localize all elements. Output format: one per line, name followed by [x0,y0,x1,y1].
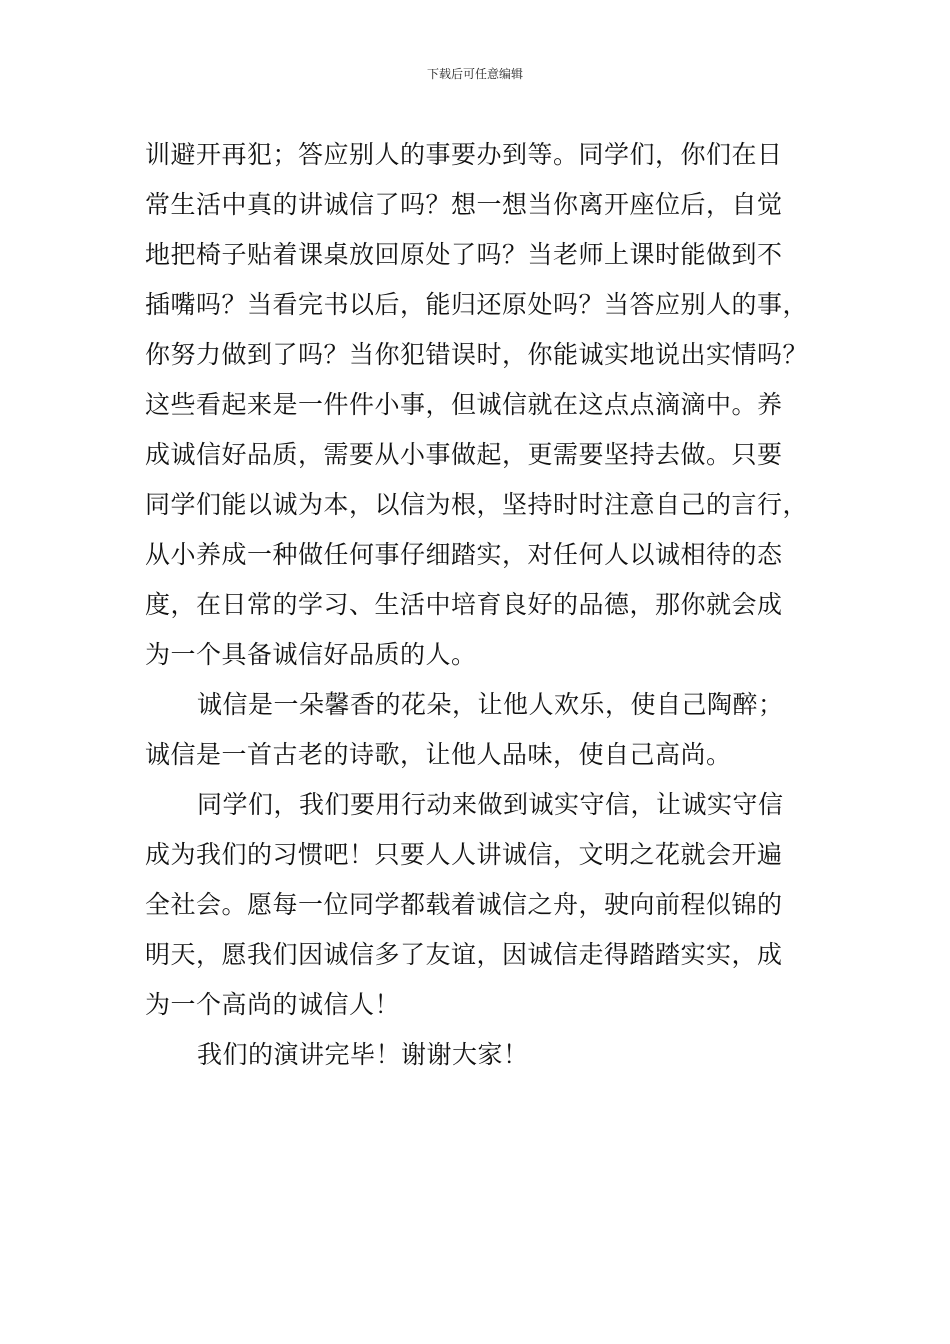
text-line: 常生活中真的讲诚信了吗？想一想当你离开座位后，自觉 [145,190,783,219]
text-line: 度，在日常的学习、生活中培育良好的品德，那你就会成 [145,590,783,619]
document-body [145,130,809,1080]
paragraph-2 [145,680,805,780]
text-line: 插嘴吗？当看完书以后，能归还原处吗？当答应别人的事， [145,290,809,319]
paragraph-4 [145,1030,805,1080]
text-line: 成为我们的习惯吧！只要人人讲诚信，文明之花就会开遍 [145,840,783,869]
text-line: 成诚信好品质，需要从小事做起，更需要坚持去做。只要 [145,440,783,469]
text-line: 地把椅子贴着课桌放回原处了吗？当老师上课时能做到不 [145,240,783,269]
text-line: 诚信是一朵馨香的花朵，让他人欢乐，使自己陶醉； [197,690,784,719]
text-line: 明天，愿我们因诚信多了友谊，因诚信走得踏踏实实，成 [145,940,783,969]
text-line: 为一个具备诚信好品质的人。 [145,640,477,669]
text-line: 训避开再犯；答应别人的事要办到等。同学们，你们在日 [145,140,783,169]
text-line: 全社会。愿每一位同学都载着诚信之舟，驶向前程似锦的 [145,890,783,919]
paragraph-1 [145,130,809,680]
text-line: 你努力做到了吗？当你犯错误时，你能诚实地说出实情吗？ [145,340,809,369]
text-line: 从小养成一种做任何事仔细踏实，对任何人以诚相待的态 [145,540,783,569]
text-line: 我们的演讲完毕！谢谢大家！ [197,1040,529,1069]
text-line: 诚信是一首古老的诗歌，让他人品味，使自己高尚。 [145,740,732,769]
paragraph-3 [145,780,805,1030]
text-line: 为一个高尚的诚信人！ [145,990,401,1019]
text-line: 这些看起来是一件件小事，但诚信就在这点点滴滴中。养 [145,390,783,419]
text-line: 同学们，我们要用行动来做到诚实守信，让诚实守信 [197,790,784,819]
text-line: 同学们能以诚为本，以信为根，坚持时时注意自己的言行， [145,490,809,519]
page-header: 下载后可任意编辑 [426,67,523,81]
